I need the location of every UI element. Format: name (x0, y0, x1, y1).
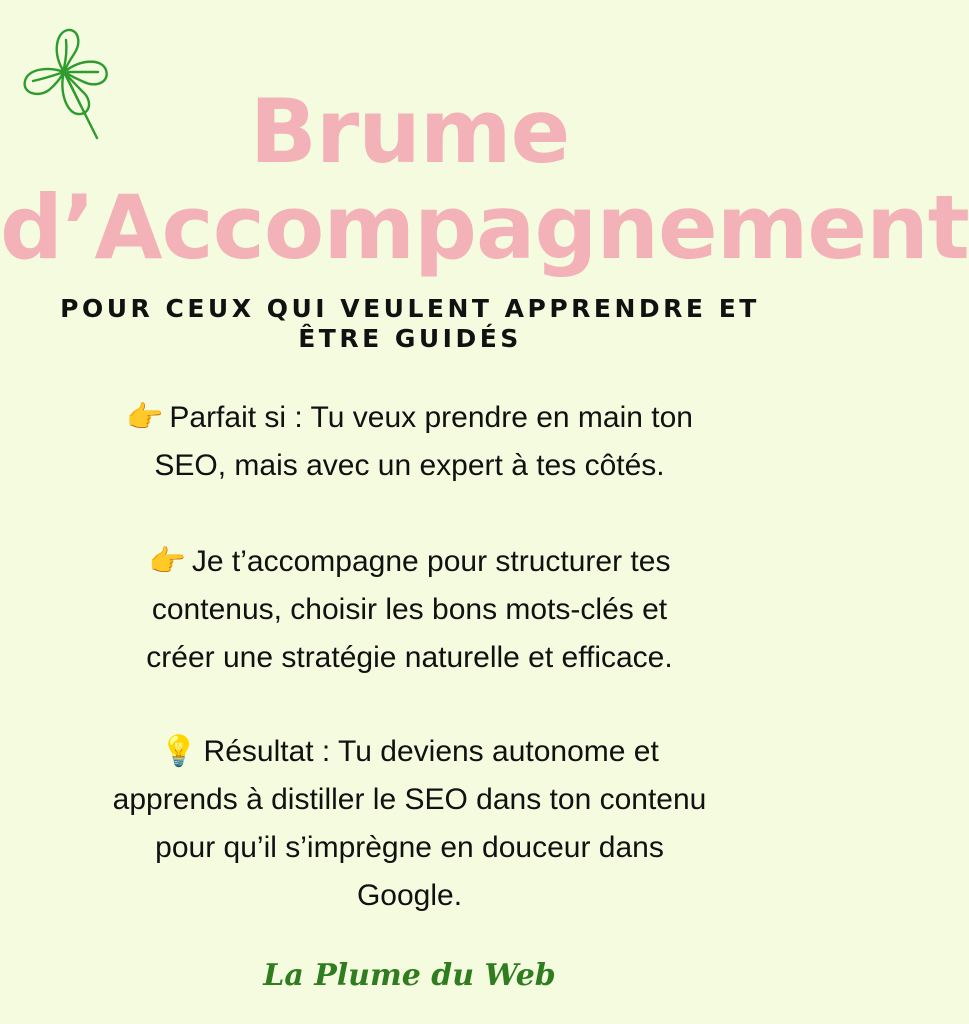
body-line: pour qu’il s’imprègne en douceur dans (155, 831, 664, 864)
title-line-1: Brume (249, 80, 570, 183)
body-text: Résultat : Tu deviens autonome et (203, 735, 659, 768)
body-line: créer une stratégie naturelle et efficace. (146, 641, 673, 674)
body-text: Parfait si : Tu veux prendre en main ton (169, 401, 693, 434)
subtitle-line-2: ÊTRE GUIDÉS (298, 324, 522, 353)
pointing-hand-icon: 👉 (126, 400, 164, 435)
title (0, 80, 969, 279)
body-line: SEO, mais avec un expert à tes côtés. (154, 449, 665, 482)
benefit-block-perfect-for (50, 394, 769, 490)
body-line (50, 728, 769, 776)
body-line (50, 538, 769, 586)
body-text: Je t’accompagne pour structurer tes (191, 545, 671, 578)
brand-signature: La Plume du Web (263, 958, 556, 993)
subtitle-line-1: POUR CEUX QUI VEULENT APPRENDRE ET (60, 294, 760, 323)
pointing-hand-icon: 👉 (148, 544, 186, 579)
body-line (50, 394, 769, 442)
title-line-2: d’Accompagnement (0, 176, 969, 279)
benefit-block-result (50, 728, 769, 920)
lightbulb-icon: 💡 (160, 734, 198, 769)
body-line: contenus, choisir les bons mots-clés et (151, 593, 668, 626)
body-line: apprends à distiller le SEO dans ton contenu (112, 783, 707, 816)
benefit-block-accompaniment (50, 538, 769, 682)
subtitle (60, 294, 760, 354)
body-line: Google. (356, 879, 463, 912)
